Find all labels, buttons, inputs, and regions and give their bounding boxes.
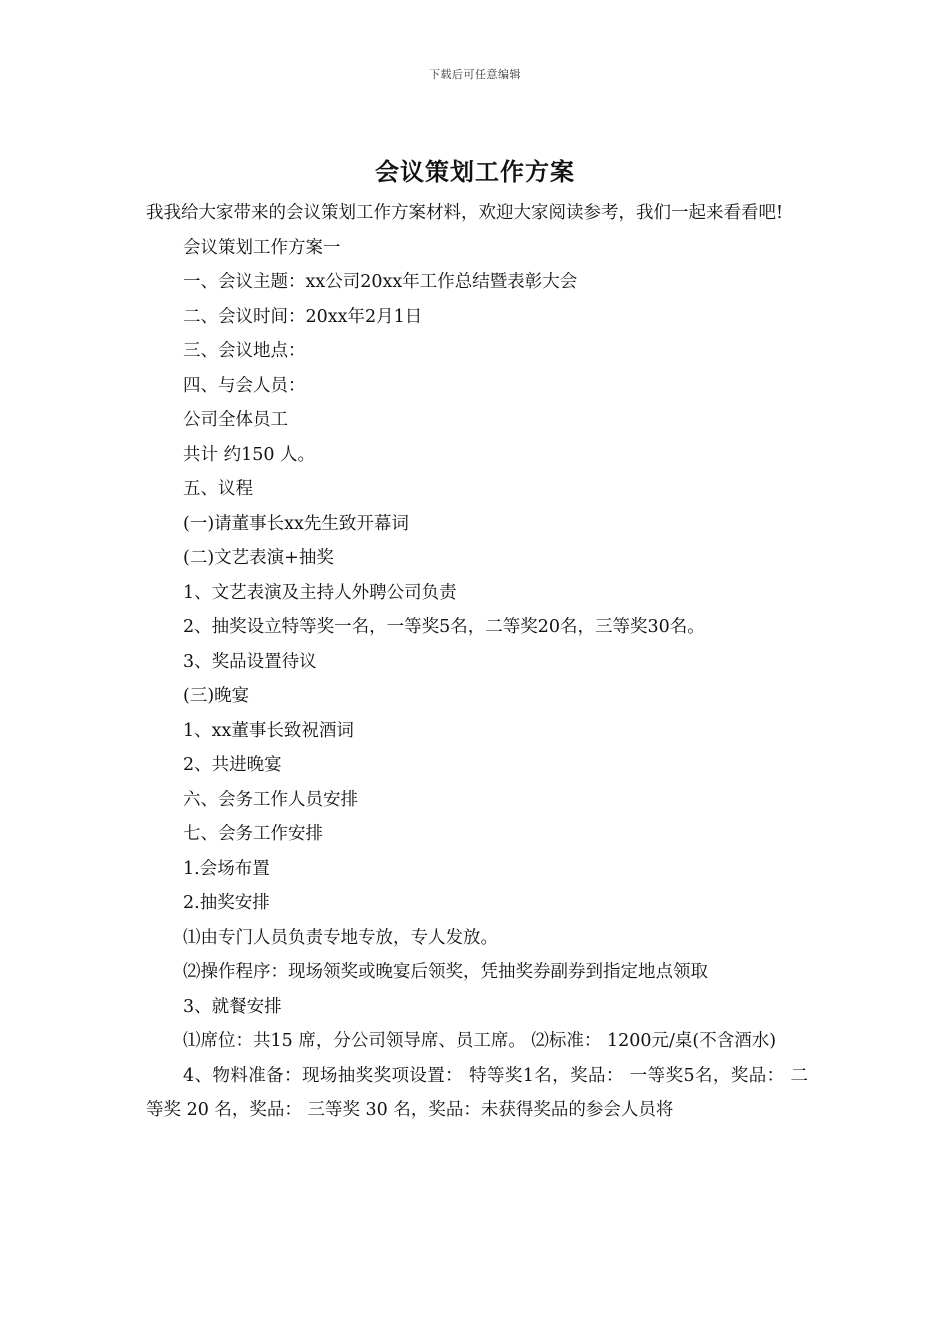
agenda-heading: 五、议程 [183, 479, 253, 499]
meeting-theme: 一、会议主题：xx公司20xx年工作总结暨表彰大会 [183, 272, 578, 292]
attendees-list: 公司全体员工 [183, 410, 288, 430]
attendees-total: 共计 约150 人。 [183, 444, 316, 465]
agenda-item-performance: (二)文艺表演+抽奖 [183, 548, 334, 568]
materials-paragraph: 4、物料准备：现场抽奖奖项设置： 特等奖1名，奖品： 一等奖5名，奖品： 二等奖 20 名，奖品： 三等奖 30 名，奖品：未获得奖品的参会人员将 [146, 1065, 808, 1120]
seating-paragraph: ⑴席位：共15 席，分公司领导席、员工席。 ⑵标准： 1200元/桌(不含酒水) [183, 1031, 777, 1051]
performance-detail-1: 1、文艺表演及主持人外聘公司负责 [183, 582, 457, 603]
performance-detail-2: 2、抽奖设立特等奖一名，一等奖5名，二等奖20名，三等奖30名。 [183, 617, 705, 637]
staff-arrangement-heading: 六、会务工作人员安排 [183, 789, 358, 810]
header-note: 下载后可任意编辑 [429, 68, 521, 81]
document-title: 会议策划工作方案 [375, 158, 575, 186]
document-body [146, 196, 808, 1128]
work-arrangement-heading: 七、会务工作安排 [183, 824, 323, 844]
lottery-detail-2: ⑵操作程序：现场领奖或晚宴后领奖，凭抽奖券副券到指定地点领取 [183, 962, 708, 982]
section-heading-plan-one: 会议策划工作方案一 [183, 237, 341, 258]
agenda-item-dinner: (三)晚宴 [183, 686, 250, 706]
dinner-detail-2: 2、共进晚宴 [183, 755, 282, 775]
agenda-item-opening: (一)请董事长xx先生致开幕词 [183, 513, 409, 534]
dinner-detail-1: 1、xx董事长致祝酒词 [183, 720, 354, 741]
attendees-heading: 四、与会人员： [183, 375, 306, 396]
performance-detail-3: 3、奖品设置待议 [183, 651, 317, 672]
lottery-arrangement: 2.抽奖安排 [183, 893, 270, 913]
meeting-location: 三、会议地点： [183, 341, 306, 361]
lottery-detail-1: ⑴由专门人员负责专地专放，专人发放。 [183, 927, 498, 948]
intro-paragraph: 我我给大家带来的会议策划工作方案材料，欢迎大家阅读参考，我们一起来看看吧! [146, 203, 784, 223]
dining-arrangement: 3、就餐安排 [183, 996, 282, 1017]
meeting-time: 二、会议时间：20xx年2月1日 [183, 306, 423, 327]
venue-setup: 1.会场布置 [183, 858, 270, 879]
